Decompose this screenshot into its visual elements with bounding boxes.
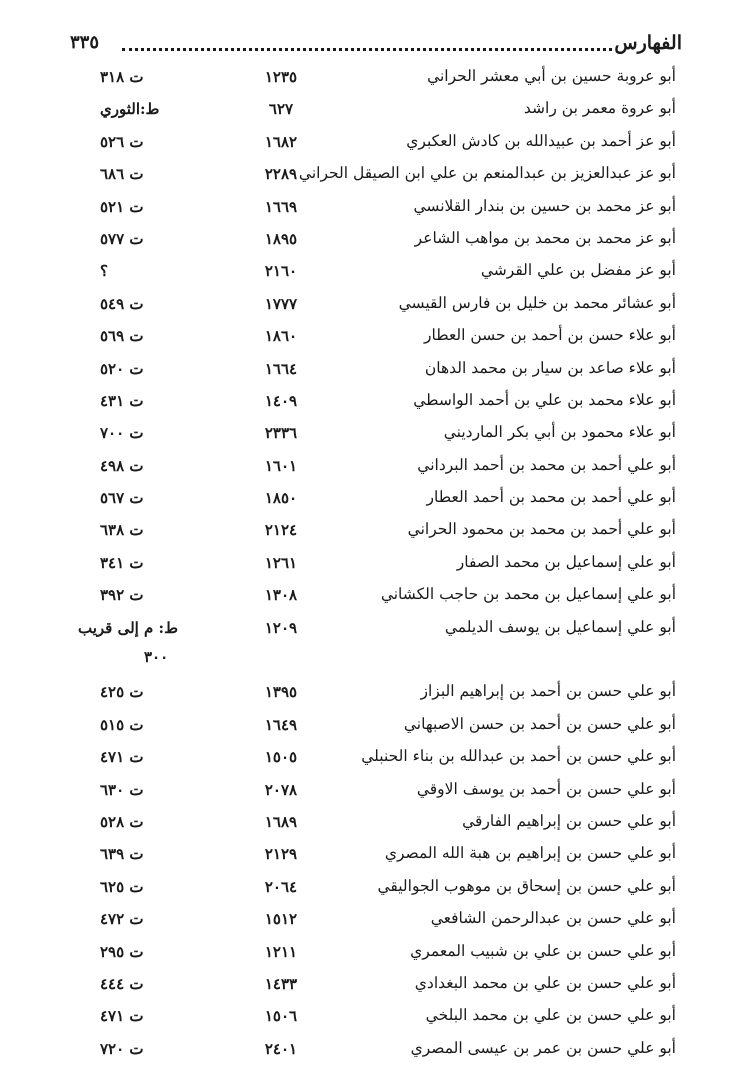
- entry-name: أبو علاء محمود بن أبي بكر المارديني: [443, 423, 676, 442]
- entry-number: ٢٠٦٤: [264, 877, 298, 896]
- entry-number: ١٦٨٩: [264, 812, 298, 831]
- entry-note: ت ٥١٥: [100, 715, 144, 734]
- entry-number: ١٥٠٦: [264, 1007, 298, 1026]
- entry-number: ١٨٩٥: [264, 229, 298, 248]
- entry-note: ت ٦٨٦: [100, 165, 144, 184]
- entry-number: ١٧٧٧: [264, 294, 298, 313]
- entry-number: ٢١٦٠: [264, 262, 298, 281]
- entry-number: ١٤٣٣: [264, 974, 298, 993]
- index-entry-row: [0, 419, 744, 451]
- entry-note: ت ٥٦٧: [100, 489, 144, 508]
- entry-name: أبو علي إسماعيل بن يوسف الديلمي: [444, 617, 676, 636]
- entry-note: ت ٤٩٨: [100, 456, 144, 475]
- entry-name: أبو علي حسن بن أحمد بن حسن الاصبهاني: [403, 714, 676, 733]
- index-entry-row: [0, 387, 744, 419]
- index-entry-row: [0, 808, 744, 840]
- entry-number: ٢٤٠١: [264, 1039, 298, 1058]
- entry-note: ؟: [100, 262, 108, 281]
- entry-number: ١٤٠٩: [264, 391, 298, 410]
- entry-name: أبو علي حسن بن إسحاق بن موهوب الجواليقي: [377, 876, 676, 895]
- entry-name: أبو علي إسماعيل بن محمد بن حاجب الكشاني: [380, 585, 676, 604]
- index-entry-row: [0, 711, 744, 743]
- entry-note: ت ٤٧٢: [100, 910, 144, 929]
- entry-name: أبو علي إسماعيل بن محمد الصفار: [456, 552, 676, 571]
- entry-note: ت ٧٠٠: [100, 424, 144, 443]
- index-entry-row: [0, 322, 744, 354]
- entry-note: ت ٥٢٦: [100, 132, 144, 151]
- index-entry-continuation: [0, 646, 744, 678]
- entry-note: ت ٣٩٢: [100, 586, 144, 605]
- entry-number: ٢٠٧٨: [264, 780, 298, 799]
- entry-number: ٢٣٣٦: [264, 424, 298, 443]
- entry-note: ت ٦٢٥: [100, 877, 144, 896]
- entry-note: ت ٥٦٩: [100, 327, 144, 346]
- index-entry-row: [0, 290, 744, 322]
- entry-note: ت ٦٣٠: [100, 780, 144, 799]
- index-entries: [0, 63, 744, 1067]
- index-entry-row: [0, 484, 744, 516]
- entry-note: ت ٦٣٨: [100, 521, 144, 540]
- entry-name: أبو عز محمد بن حسين بن بندار القلانسي: [413, 196, 676, 215]
- index-entry-row: [0, 840, 744, 872]
- entry-name: أبو علي حسن بن علي بن شبيب المعمري: [410, 941, 676, 960]
- entry-number: ١٨٥٠: [264, 489, 298, 508]
- index-entry-row: [0, 225, 744, 257]
- entry-number: ١٣٠٨: [264, 586, 298, 605]
- entry-name: أبو علي أحمد بن محمد بن أحمد العطار: [426, 488, 676, 507]
- index-entry-row: [0, 63, 744, 95]
- entry-number: ١٨٦٠: [264, 327, 298, 346]
- entry-note: ت ٥٢١: [100, 197, 144, 216]
- index-entry-row: [0, 1002, 744, 1034]
- index-entry-row: [0, 873, 744, 905]
- index-entry-row: [0, 516, 744, 548]
- entry-number: ١٦٠١: [264, 456, 298, 475]
- entry-name: أبو علي حسن بن علي بن محمد البلخي: [425, 1006, 676, 1025]
- entry-number: ١٢٦١: [264, 553, 298, 572]
- entry-number: ١٦٨٢: [264, 132, 298, 151]
- entry-name: أبو علي أحمد بن محمد بن محمود الحراني: [407, 520, 676, 539]
- entry-note: ط: م إلى قريب: [78, 618, 178, 637]
- entry-note: ت ٤٢٥: [100, 683, 144, 702]
- entry-name: أبو علي حسن بن عبدالرحمن الشافعي: [430, 909, 676, 928]
- page-title: الفهارس: [614, 32, 682, 54]
- entry-name: أبو علاء محمد بن علي بن أحمد الواسطي: [413, 390, 676, 409]
- entry-number: ١٦٦٩: [264, 197, 298, 216]
- index-entry-row: [0, 355, 744, 387]
- entry-number: ١٣٩٥: [264, 683, 298, 702]
- index-entry-row: [0, 160, 744, 192]
- entry-note: ت ٦٣٩: [100, 845, 144, 864]
- entry-name: أبو علي حسن بن إبراهيم الفارقي: [462, 811, 676, 830]
- entry-number: ١٦٦٤: [264, 359, 298, 378]
- index-entry-row: [0, 678, 744, 710]
- entry-note: ت ٤٧١: [100, 748, 144, 767]
- index-entry-row: [0, 549, 744, 581]
- entry-note: ت ٤٧١: [100, 1007, 144, 1026]
- entry-number: ١٢٠٩: [264, 618, 298, 637]
- entry-note: ت ٥٢٨: [100, 812, 144, 831]
- entry-name: أبو عروة معمر بن راشد: [523, 99, 676, 118]
- index-entry-row: [0, 95, 744, 127]
- entry-name: أبو علاء صاعد بن سيار بن محمد الدهان: [424, 358, 676, 377]
- entry-name: أبو علاء حسن بن أحمد بن حسن العطار: [424, 326, 676, 345]
- index-entry-row: [0, 743, 744, 775]
- entry-note-continuation: ٣٠٠: [144, 648, 169, 667]
- entry-note: ت ٥٢٠: [100, 359, 144, 378]
- entry-name: أبو علي حسن بن إبراهيم بن هبة الله المصري: [384, 844, 676, 863]
- entry-note: ت ٤٣١: [100, 391, 144, 410]
- entry-name: أبو علي حسن بن علي بن محمد البغدادي: [414, 973, 676, 992]
- entry-name: أبو عز محمد بن محمد بن مواهب الشاعر: [414, 228, 676, 247]
- entry-number: ١٥١٢: [264, 910, 298, 929]
- index-entry-row: [0, 938, 744, 970]
- entry-name: أبو علي حسن بن عمر بن عيسى المصري: [410, 1038, 676, 1057]
- page-header: [70, 30, 682, 62]
- page-number: ٣٣٥: [70, 32, 100, 53]
- entry-number: ١٢٣٥: [264, 68, 298, 86]
- entry-note: ت ٣٤١: [100, 553, 144, 572]
- entry-name: أبو علي حسن بن أحمد بن يوسف الاوقي: [416, 779, 676, 798]
- entry-number: ١٥٠٥: [264, 748, 298, 767]
- entry-number: ٢٢٨٩: [264, 165, 298, 184]
- entry-name: أبو علي حسن بن أحمد بن عبدالله بن بناء الحنبلي: [361, 747, 676, 766]
- index-entry-row: [0, 1035, 744, 1067]
- entry-name: أبو علي حسن بن أحمد بن إبراهيم البزاز: [420, 682, 676, 701]
- entry-name: أبو عروبة حسين بن أبي معشر الحراني: [427, 67, 676, 85]
- index-entry-row: [0, 581, 744, 613]
- entry-note: ت ٥٤٩: [100, 294, 144, 313]
- entry-name: أبو عز عبدالعزيز بن عبدالمنعم بن علي ابن الصيقل الحراني: [298, 164, 676, 183]
- index-entry-row: [0, 193, 744, 225]
- entry-note: ط:الثوري: [100, 100, 160, 119]
- index-entry-row: [0, 452, 744, 484]
- entry-note: ت ٧٢٠: [100, 1039, 144, 1058]
- entry-note: ت ٢٩٥: [100, 942, 144, 961]
- entry-name: أبو عز مفضل بن علي القرشي: [480, 261, 676, 280]
- entry-number: ٢١٢٩: [264, 845, 298, 864]
- entry-name: أبو علي أحمد بن محمد بن أحمد البرداني: [417, 455, 676, 474]
- entry-note: ت ٤٤٤: [100, 974, 144, 993]
- index-entry-row: [0, 257, 744, 289]
- index-entry-row: [0, 128, 744, 160]
- entry-number: ١٢١١: [264, 942, 298, 961]
- entry-name: أبو عشائر محمد بن خليل بن فارس القيسي: [398, 293, 676, 312]
- entry-number: ١٦٤٩: [264, 715, 298, 734]
- entry-name: أبو عز أحمد بن عبيدالله بن كادش العكبري: [406, 131, 676, 150]
- entry-note: ت ٥٧٧: [100, 229, 144, 248]
- index-entry-row: [0, 776, 744, 808]
- index-entry-row: [0, 970, 744, 1002]
- index-entry-row: [0, 614, 744, 646]
- header-dotted-leader: [122, 48, 612, 51]
- index-entry-row: [0, 905, 744, 937]
- entry-note: ت ٣١٨: [100, 68, 144, 86]
- entry-number: ٦٢٧: [268, 100, 294, 119]
- entry-number: ٢١٢٤: [264, 521, 298, 540]
